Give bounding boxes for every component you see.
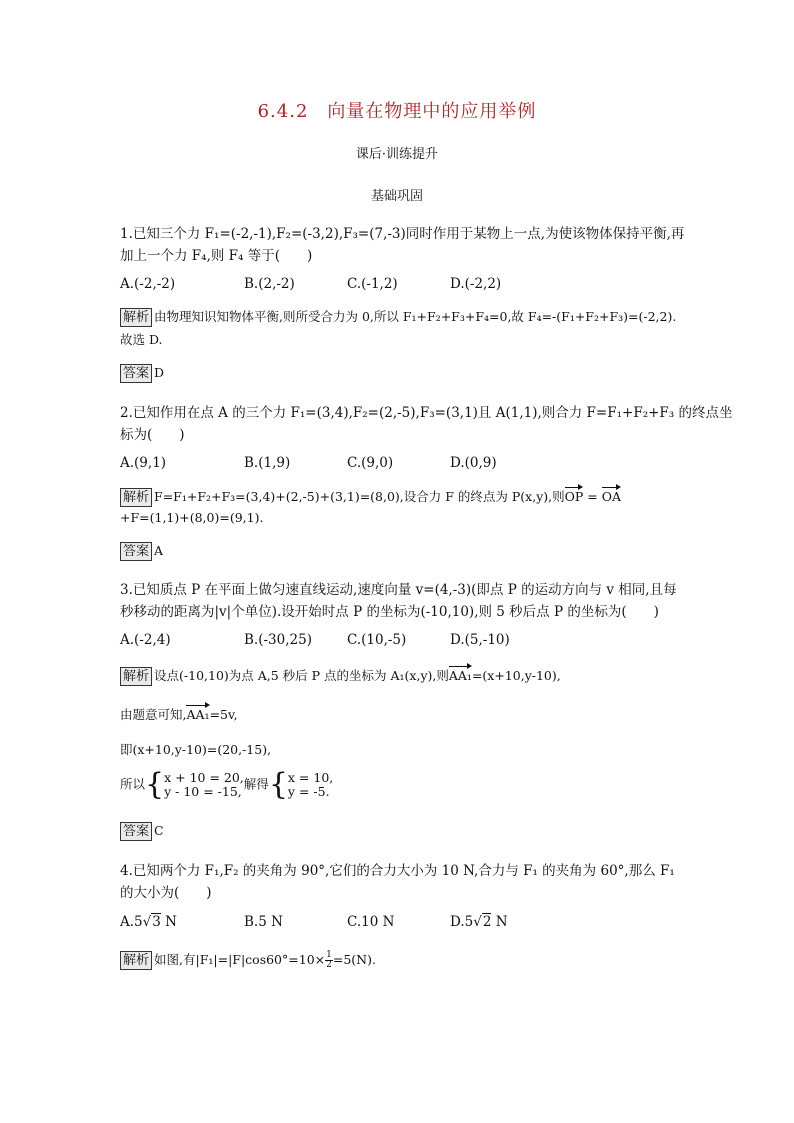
fraction-one-half: $\frac{1}{2}$	[326, 950, 332, 970]
q3-analysis-line2-b: =5v,	[209, 707, 238, 722]
analysis-tag: 解析	[120, 951, 152, 970]
answer-tag: 答案	[120, 364, 152, 383]
q3-analysis	[120, 666, 561, 686]
q2-analysis-line2: +F=(1,1)+(8,0)=(9,1).	[120, 510, 264, 525]
analysis-tag: 解析	[120, 488, 152, 507]
left-brace-icon: {	[145, 767, 165, 802]
q2-stem-line1: 2.已知作用在点 A 的三个力 F₁=(3,4),F₂=(2,-5),F₃=(3,1)且 A(1,1),则合力 F=F₁+F₂+F₃ 的终点坐	[120, 405, 733, 421]
q3-analysis-line2	[120, 705, 238, 723]
section-heading: 基础巩固	[370, 189, 423, 204]
q2-option-a: A.(9,1)	[120, 455, 167, 471]
q2-answer	[120, 542, 163, 561]
vector-op: OP	[564, 489, 584, 504]
q3-solve-label: 解得	[243, 776, 269, 792]
q4-stem-line1: 4.已知两个力 F₁,F₂ 的夹角为 90°,它们的合力大小为 10 N,合力与 F₁ 的夹角为 60°,那么 F₁	[120, 863, 675, 879]
q4-analysis-text-a: 如图,有|F₁|=|F|cos60°=10×	[154, 952, 326, 967]
q2-option-c: C.(9,0)	[347, 455, 394, 471]
q3-option-a: A.(-2,4)	[120, 632, 171, 648]
q3-analysis-line2-a: 由题意可知,	[120, 707, 187, 722]
q1-analysis-text: 由物理知识知物体平衡,则所受合力为 0,所以 F₁+F₂+F₃+F₄=0,故 F₄=-(F₁+F₂+F₃)=(-2,2).	[154, 309, 677, 324]
q3-analysis-text-a: 设点(-10,10)为点 A,5 秒后 P 点的坐标为 A₁(x,y),则	[154, 668, 449, 683]
q1-analysis	[120, 307, 676, 327]
q4-option-b: B.5 N	[244, 914, 283, 930]
q3-analysis-text-b: =(x+10,y-10),	[471, 668, 561, 683]
q4-option-d: D.5√2 N	[450, 914, 508, 930]
answer-tag: 答案	[120, 542, 152, 561]
analysis-tag: 解析	[120, 308, 152, 327]
q1-option-c: C.(-1,2)	[347, 276, 398, 292]
equation-system-1: x + 10 = 20, y - 10 = -15,	[164, 770, 244, 799]
q4-option-c: C.10 N	[347, 914, 395, 930]
vector-aa1: AA₁	[186, 707, 210, 722]
q4-analysis	[120, 950, 376, 970]
q1-option-d: D.(-2,2)	[450, 276, 502, 292]
q3-analysis-line3: 即(x+10,y-10)=(20,-15),	[120, 742, 272, 757]
q3-answer	[120, 822, 164, 841]
q2-equals: =	[583, 489, 602, 504]
q4-option-a: A.5√3 N	[120, 914, 177, 930]
q3-option-b: B.(-30,25)	[244, 632, 312, 648]
page-title: 6.4.2 向量在物理中的应用举例	[257, 101, 537, 122]
q4-analysis-text-b: =5(N).	[332, 952, 376, 967]
q3-so-label: 所以	[120, 776, 146, 792]
analysis-tag: 解析	[120, 667, 152, 686]
q1-answer	[120, 364, 164, 383]
q1-answer-value: D	[154, 365, 165, 380]
q3-option-c: C.(10,-5)	[347, 632, 407, 648]
page-subtitle: 课后·训练提升	[355, 147, 439, 162]
q1-analysis-line2: 故选 D.	[120, 332, 163, 347]
q3-stem-line2: 秒移动的距离为|v|个单位).设开始时点 P 的坐标为(-10,10),则 5 秒后点 P 的坐标为( )	[120, 604, 659, 620]
q4-stem-line2: 的大小为( )	[120, 885, 212, 901]
q2-option-d: D.(0,9)	[450, 455, 497, 471]
vector-oa: OA	[601, 489, 621, 504]
q3-stem-line1: 3.已知质点 P 在平面上做匀速直线运动,速度向量 v=(4,-3)(即点 P 的运动方向与 v 相同,且每	[120, 582, 677, 598]
q1-stem-line1: 1.已知三个力 F₁=(-2,-1),F₂=(-3,2),F₃=(7,-3)同时作用于某物上一点,为使该物体保持平衡,再	[120, 226, 685, 242]
left-brace-icon: {	[268, 767, 288, 802]
equation-system-2: x = 10, y = -5.	[287, 770, 334, 799]
q1-stem-line2: 加上一个力 F₄,则 F₄ 等于( )	[120, 248, 313, 264]
q2-option-b: B.(1,9)	[244, 455, 291, 471]
answer-tag: 答案	[120, 822, 152, 841]
q2-analysis	[120, 487, 621, 507]
q1-option-a: A.(-2,-2)	[120, 276, 176, 292]
q3-option-d: D.(5,-10)	[450, 632, 510, 648]
q3-answer-value: C	[154, 823, 164, 838]
q3-analysis-line4	[120, 767, 334, 802]
q2-stem-line2: 标为( )	[120, 427, 185, 443]
q2-answer-value: A	[154, 543, 164, 558]
q2-analysis-text: F=F₁+F₂+F₃=(3,4)+(2,-5)+(3,1)=(8,0),设合力 F 的终点为 P(x,y),则	[154, 489, 565, 504]
vector-aa1: AA₁	[448, 668, 472, 683]
q1-option-b: B.(2,-2)	[244, 276, 295, 292]
